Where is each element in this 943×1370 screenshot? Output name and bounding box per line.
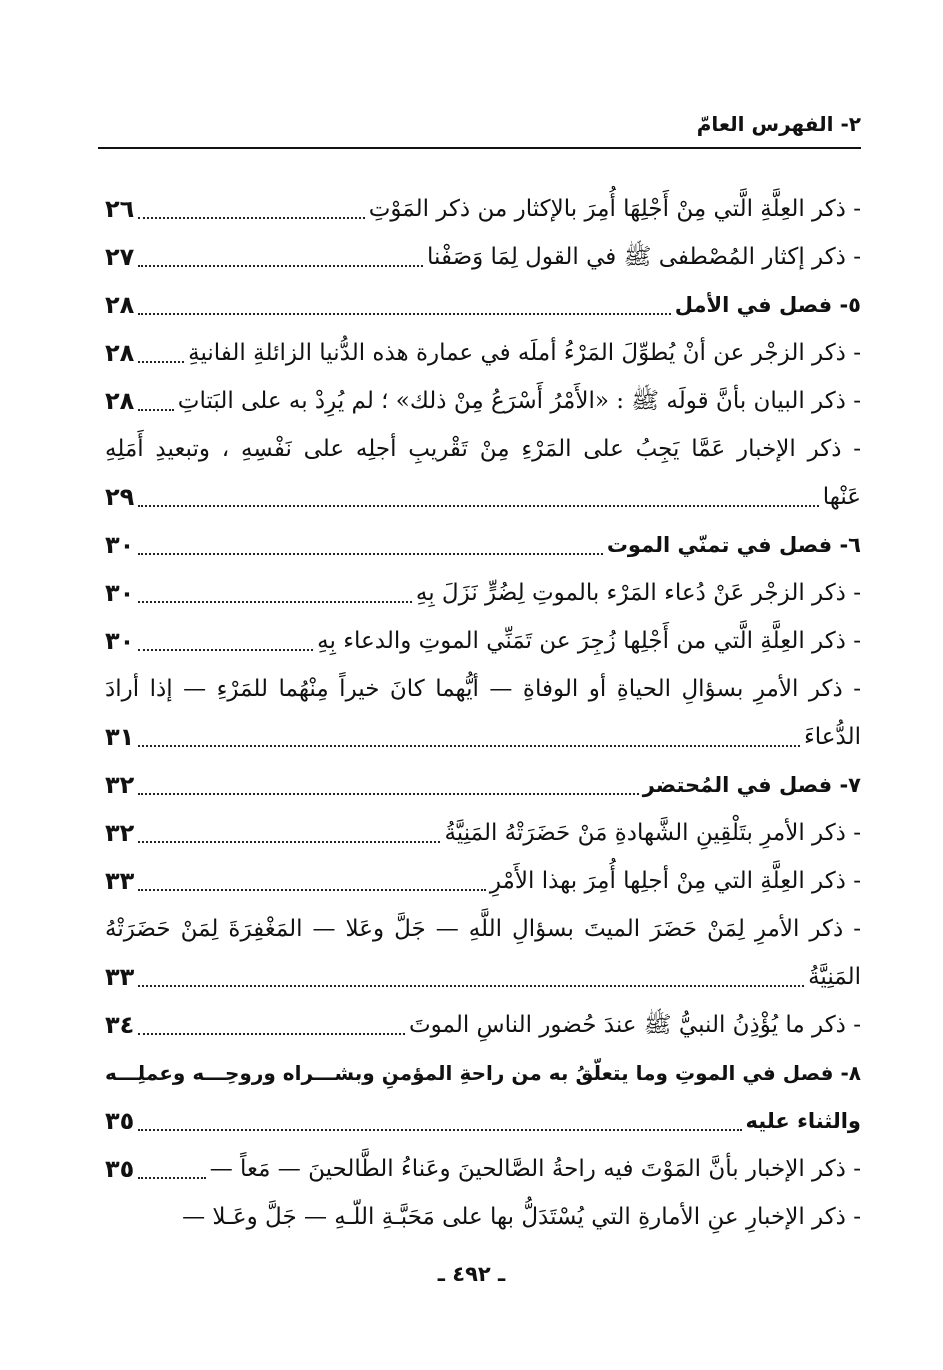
section-heading [105,1049,861,1145]
entry-page-number: ٣٠ [105,531,135,559]
leader-dots [138,601,412,603]
index-entry [105,857,861,905]
entry-page-number: ٢٨ [105,387,135,415]
section-heading-text-continued: والثناء عليه [745,1109,861,1133]
entry-text-continued: المَنِيَّةُ [808,964,861,990]
entry-page-number: ٣٥ [105,1107,135,1135]
leader-dots [138,1177,205,1179]
leader-dots [138,409,174,411]
entry-text: - ذكر الإخبار بأنَّ المَوْتَ فيه راحةُ الصَّالحينَ وعَناءُ الطَّالحينَ — مَعاً — [209,1156,861,1182]
section-heading [105,761,861,809]
entry-text: - ذكر العِلَّةِ الَّتي مِنْ أَجْلِهَا أُمِرَ بالإكثار من ذكر المَوْتِ [368,196,861,222]
entry-text: - ذكر العِلَّةِ التي مِنْ أجلِها أُمِرَ بهذا الأَمْرِ [489,868,861,894]
leader-dots [138,745,800,747]
leader-dots [138,649,313,651]
entry-text-continued: عَنْها [822,484,861,510]
index-entry [105,1193,861,1241]
index-entry [105,905,861,1001]
entry-text: - ذكر البيان بأنَّ قولَه ﷺ : «الأَمْرُ أَسْرَعُ مِنْ ذلك» ؛ لم يُرِدْ به على البَتاتِ [177,388,861,414]
entry-text: - ذكر العِلَّةِ الَّتي من أَجْلِها زُجِرَ عن تَمَنِّي الموتِ والدعاء بِهِ [317,628,861,654]
header-rule [98,147,861,149]
entry-text: - ذكر ما يُؤْذِنُ النبيُّ ﷺ عندَ حُضور الناسِ الموتَ [409,1012,861,1038]
entry-page-number: ٣٠ [105,627,135,655]
index-entry [105,809,861,857]
page-header-title: ٢- الفهرس العامّ [696,112,861,136]
entry-text-continued: الدُّعاءَ [803,724,861,750]
entry-page-number: ٣٢ [105,771,135,799]
index-entry [105,1001,861,1049]
entry-page-number: ٣٠ [105,579,135,607]
entry-page-number: ٣٣ [105,867,135,895]
index-entry [105,1145,861,1193]
entry-text: - ذكر الزجْر عَنْ دُعاء المَرْء بالموتِ لِضُرٍّ نَزَلَ بِهِ [415,580,861,606]
index-entry [105,233,861,281]
leader-dots [138,313,670,315]
index-entry [105,185,861,233]
leader-dots [138,793,638,795]
leader-dots [138,985,804,987]
leader-dots [138,1033,405,1035]
entry-page-number: ٢٩ [105,483,135,511]
index-entry [105,665,861,761]
leader-dots [138,265,423,267]
leader-dots [138,217,364,219]
leader-dots [138,1129,741,1131]
entry-page-number: ٢٨ [105,291,135,319]
entry-text: - ذكر الإخبارِ عنِ الأمارةِ التي يُسْتَدَلُّ بها على مَحَبَّـةِ اللّـهِ — جَلَّ وعَـلا — [182,1204,861,1230]
entry-page-number: ٢٦ [105,195,135,223]
entry-text: - ذكر الزجْر عن أنْ يُطوِّلَ المَرْءُ أملَه في عمارة هذه الدُّنيا الزائلةِ الفانيةِ [188,340,861,366]
section-heading [105,521,861,569]
index-entry [105,377,861,425]
section-heading-text: ٧- فصل في المُحتضر [642,773,861,797]
entry-text: - ذكر إكثار المُصْطفى ﷺ في القول لِمَا وَصَفْنا [427,244,861,270]
leader-dots [138,841,440,843]
index-entry [105,425,861,521]
entry-page-number: ٣١ [105,723,135,751]
entry-text: - ذكر الإخبار عَمَّا يَجِبُ على المَرْءِ مِنْ تَقْريبِ أجلِه على نَفْسِهِ ، وتبعيدِ أَمَلِهِ [105,436,861,462]
section-heading-text: ٦- فصل في تمنّي الموت [606,533,861,557]
entry-page-number: ٢٧ [105,243,135,271]
page-number: ـ ٤٩٢ ـ [437,1262,506,1286]
entry-page-number: ٣٤ [105,1011,135,1039]
entry-page-number: ٣٣ [105,963,135,991]
leader-dots [138,889,486,891]
entry-page-number: ٣٢ [105,819,135,847]
index-entry [105,617,861,665]
index-entries [105,185,861,1241]
entry-text: - ذكر الأمرِ بسؤالِ الحياةِ أو الوفاةِ — أيُّهما كانَ خيراً مِنْهُما للمَرْءِ — إذا أرادَ [105,676,861,702]
leader-dots [138,361,184,363]
index-entry [105,569,861,617]
leader-dots [138,505,818,507]
index-entry [105,329,861,377]
entry-text: - ذكر الأمرِ بتَلْقِينِ الشَّهادةِ مَنْ حَضَرَتْهُ المَنِيَّةُ [444,820,861,846]
section-heading [105,281,861,329]
section-heading-text: ٥- فصل في الأمل [674,293,861,317]
entry-page-number: ٣٥ [105,1155,135,1183]
entry-text: - ذكر الأمرِ لِمَنْ حَضَرَ الميتَ بسؤالِ اللَّهِ — جَلَّ وعَلا — المَغْفِرَةَ لِمَنْ حَضَرَتْهُ [105,916,861,942]
section-heading-text: ٨- فصل في الموتِ وما يتعلّقُ به من راحةِ المؤمنِ وبشـــراه وروحِـــه وعملِـــه [105,1061,861,1085]
entry-page-number: ٢٨ [105,339,135,367]
leader-dots [138,553,603,555]
